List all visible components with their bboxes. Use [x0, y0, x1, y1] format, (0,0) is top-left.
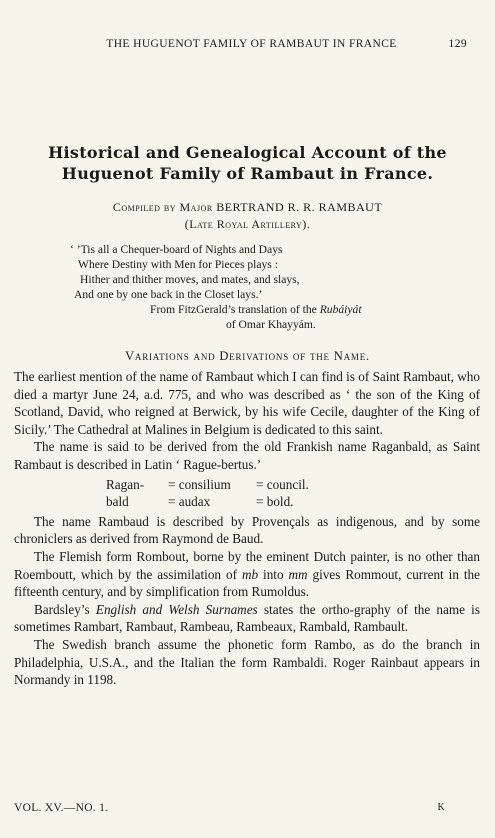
running-head-title: THE HUGUENOT FAMILY OF RAMBAUT IN FRANCE: [106, 38, 397, 50]
paragraph: The name Rambaud is described by Provençals as indigenous, and by some chroniclers as derived from Raymond de Baud.: [14, 513, 480, 547]
verse-attribution-author: of Omar Khayyám.: [226, 318, 316, 331]
author-line: Compiled by Major BERTRAND R. R. RAMBAUT: [112, 200, 383, 214]
title-line-1: Historical and Genealogical Account of the: [48, 143, 447, 162]
verse-line: Where Destiny with Men for Pieces plays :: [78, 258, 278, 271]
etymology-latin: = consilium: [168, 476, 231, 492]
book-title: English and Welsh Surnames: [95, 601, 258, 617]
paragraph: The name is said to be derived from the old Frankish name Raganbald, as Saint Rambaut is described in Latin ‘ Rague-bertus.’: [14, 439, 480, 472]
author-rank-line: (Late Royal Artillery).: [184, 217, 311, 231]
running-head: [36, 38, 467, 50]
page-number: 129: [448, 38, 467, 50]
etymology-part: bald: [106, 494, 129, 510]
byline: [30, 199, 465, 233]
etymology-part: Ragan-: [106, 476, 145, 492]
paragraph: [14, 601, 480, 636]
paragraph: [14, 548, 480, 601]
signature-mark: K: [437, 802, 445, 813]
article-body: [14, 368, 480, 689]
article-title: [30, 142, 465, 184]
paragraph-text: into: [258, 566, 289, 582]
paragraph-text: Bardsley’s: [34, 601, 96, 617]
attribution-text: From FitzGerald’s translation of the: [150, 303, 320, 316]
page-footer: [14, 802, 445, 814]
verse-line: And one by one back in the Closet lays.’: [74, 288, 263, 301]
attribution-work: Rubáiyát: [319, 303, 362, 316]
etymology-latin: = audax: [168, 494, 211, 510]
paragraph-text: states the ortho-graphy of the name is sometimes Rambart, Rambaut, Rambeau, Rambeaux, Rambald, Rambault.: [14, 601, 480, 635]
paragraph: The earliest mention of the name of Rambaut which I can find is of Saint Rambaut, who died a martyr June 24, a.d. 775, and who was described as ‘ the son of the King of Scotland, David, who reigned at Berwick, by his wife Cecile, daughter of the King of Sicily.’ The Cathedral at Malines in Belgium is dedicated to this saint.: [14, 369, 480, 437]
volume-number: VOL. XV.—NO. 1.: [14, 802, 109, 814]
verse-line: Hither and thither moves, and mates, and slays,: [80, 273, 300, 286]
etymology-english: = council.: [256, 476, 309, 492]
epigraph-verse: [70, 242, 480, 332]
italic-term: mm: [288, 566, 308, 582]
paragraph-text: gives Rommout, current in the fifteenth century, and by simplification from Rumoldus.: [14, 566, 480, 600]
paragraph-text: The Flemish form Rombout, borne by the eminent Dutch painter, is no other than Roemboutt, which by the assimilation of: [14, 548, 480, 582]
italic-term: mb: [241, 566, 259, 582]
etymology-row: [106, 493, 480, 511]
etymology-table: [106, 476, 480, 511]
paragraph: The Swedish branch assume the phonetic form Rambo, as do the branch in Philadelphia, U.S.A., and the Italian the form Rambaldi. Roger Rainbaut appears in Normandy in 1198.: [14, 636, 480, 688]
etymology-english: = bold.: [256, 494, 294, 510]
title-line-2: Huguenot Family of Rambaut in France.: [61, 164, 434, 183]
section-heading: Variations and Derivations of the Name.: [125, 349, 370, 363]
etymology-row: [106, 476, 480, 494]
verse-attribution: [70, 302, 480, 317]
verse-line: ‘ ’Tis all a Chequer-board of Nights and Days: [70, 243, 283, 256]
